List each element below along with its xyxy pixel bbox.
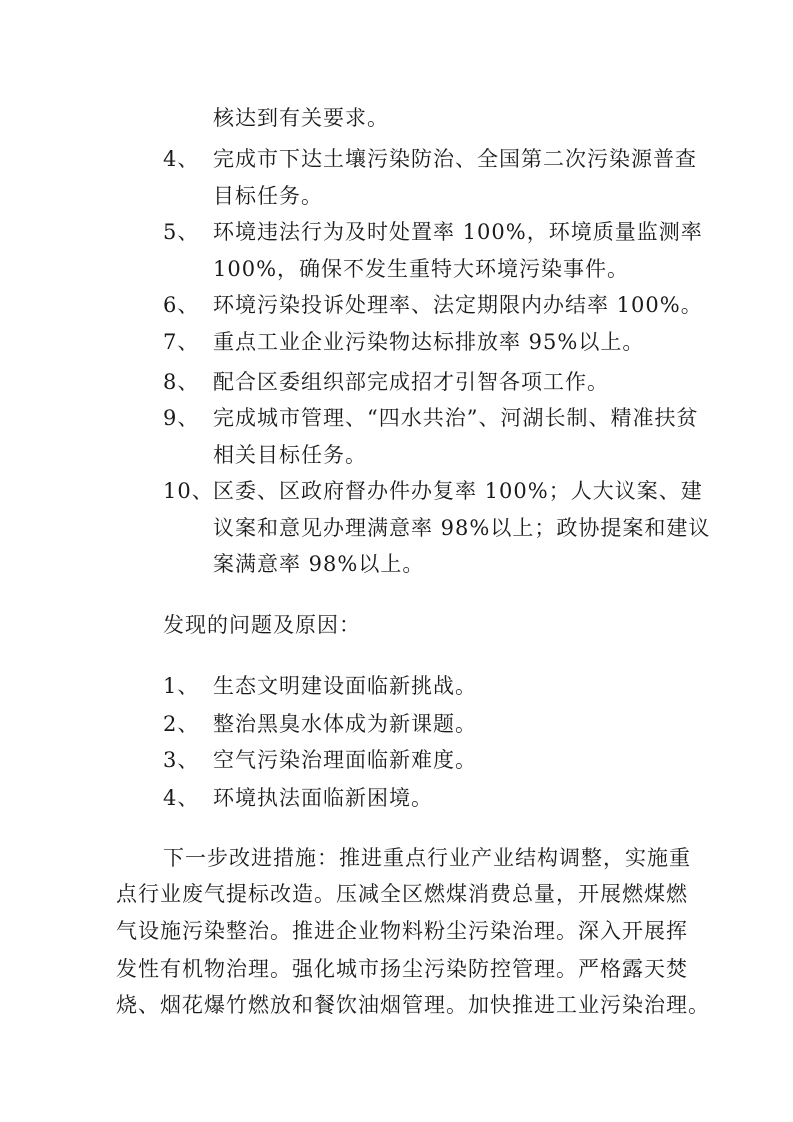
target-item-number: 5、 (163, 220, 200, 244)
next-steps-text: 发性有机物治理。强化城市扬尘污染防控管理。严格露天焚 (116, 957, 688, 981)
problem-item-number: 3、 (163, 748, 200, 772)
target-item-text: 完成市下达土壤污染防治、全国第二次污染源普查 (213, 147, 697, 171)
problems-heading-text: 发现的问题及原因： (163, 613, 361, 637)
next-steps-text: 点行业废气提标改造。压减全区燃煤消费总量，开展燃煤燃 (116, 882, 688, 906)
target-item-text: 完成城市管理、“四水共治”、河湖长制、精准扶贫 (213, 406, 699, 430)
target-item-text: 配合区委组织部完成招才引智各项工作。 (213, 370, 609, 394)
problem-item-number: 4、 (163, 786, 200, 810)
next-steps-text: 气设施污染整治。推进企业物料粉尘污染治理。深入开展挥 (116, 919, 688, 943)
target-item-number: 10、 (163, 479, 214, 503)
target-item-number: 7、 (163, 330, 200, 354)
target-item-number: 9、 (163, 406, 200, 430)
target-item-text: 相关目标任务。 (213, 443, 367, 467)
next-steps-text: 下一步改进措施：推进重点行业产业结构调整，实施重 (163, 846, 691, 870)
target-item-text: 案满意率 98%以上。 (213, 552, 425, 576)
problem-item-text: 空气污染治理面临新难度。 (213, 748, 477, 772)
problem-item-text: 生态文明建设面临新挑战。 (213, 674, 477, 698)
target-item-number: 8、 (163, 370, 200, 394)
problem-item-text: 环境执法面临新困境。 (213, 786, 433, 810)
target-item-text: 议案和意见办理满意率 98%以上；政协提案和建议 (213, 516, 711, 540)
problem-item-number: 2、 (163, 712, 200, 736)
problem-item-number: 1、 (163, 674, 200, 698)
target-continuation-text: 核达到有关要求。 (213, 106, 389, 130)
target-item-text: 环境违法行为及时处置率 100%，环境质量监测率 (213, 220, 703, 244)
target-item-text: 环境污染投诉处理率、法定期限内办结率 100%。 (213, 293, 703, 317)
target-item-number: 4、 (163, 147, 200, 171)
target-item-text: 100%，确保不发生重特大环境污染事件。 (213, 257, 630, 281)
problem-item-text: 整治黑臭水体成为新课题。 (213, 712, 477, 736)
target-item-text: 目标任务。 (213, 184, 323, 208)
next-steps-text: 烧、烟花爆竹燃放和餐饮油烟管理。加快推进工业污染治理。 (116, 993, 710, 1017)
target-item-text: 区委、区政府督办件办复率 100%；人大议案、建 (213, 479, 703, 503)
target-item-text: 重点工业企业污染物达标排放率 95%以上。 (213, 330, 645, 354)
target-item-number: 6、 (163, 293, 200, 317)
